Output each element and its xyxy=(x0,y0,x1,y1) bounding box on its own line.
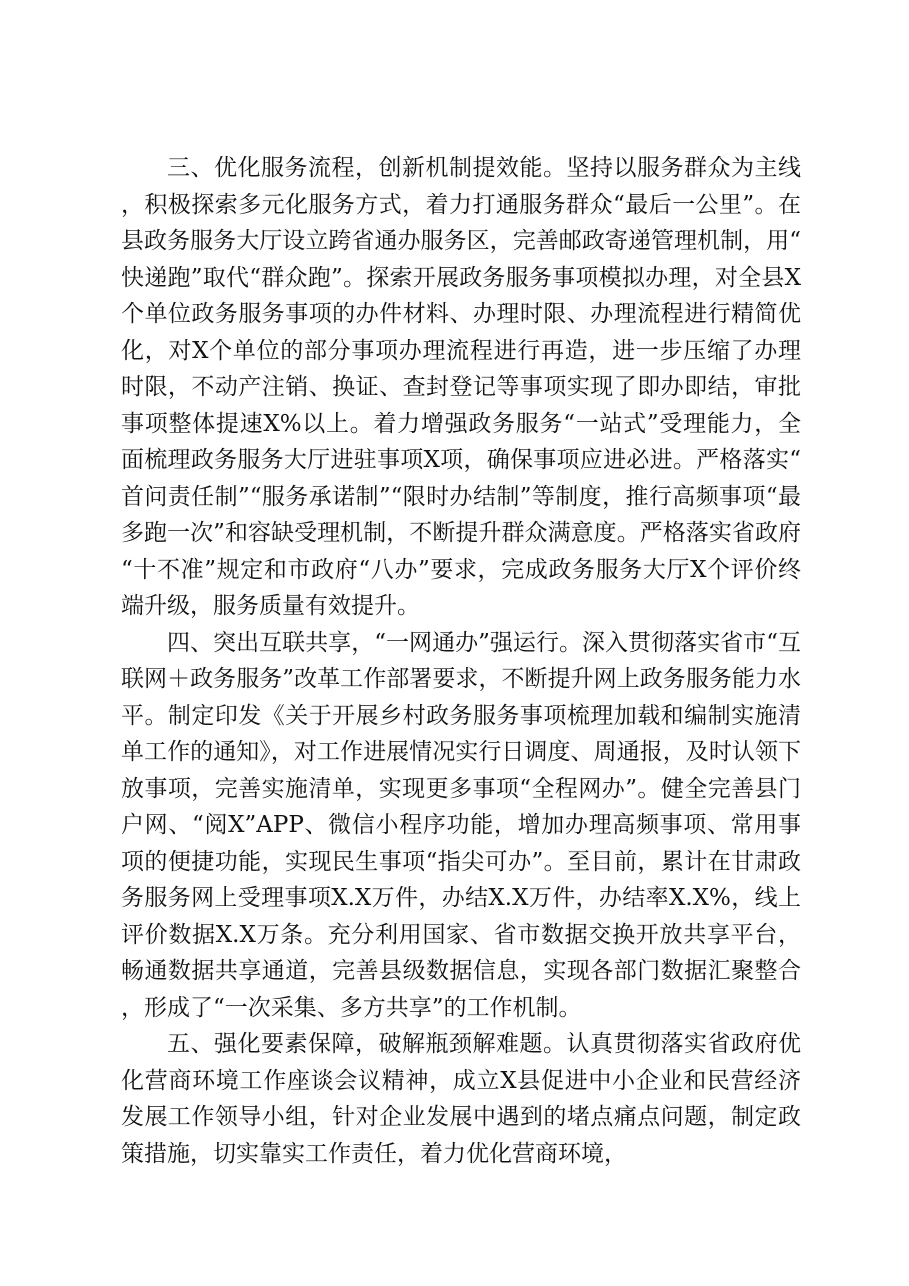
paragraph-resource-guarantee: 五、强化要素保障，破解瓶颈解难题。认真贯彻落实省政府优化营商环境工作座谈会议精神，成立X县促进中小企业和民营经济发展工作领导小组，针对企业发展中遇到的堵点痛点问题，制定政策措施，切实靠实工作责任，着力优化营商环境， xyxy=(121,1031,801,1167)
document-body xyxy=(121,150,801,1172)
paragraph-online-service: 四、突出互联共享，“一网通办”强运行。深入贯彻落实省市“互联网＋政务服务”改革工作部署要求，不断提升网上政务服务能力水平。制定印发《关于开展乡村政务服务事项梳理加载和编制实施清单工作的通知》，对工作进展情况实行日调度、周通报，及时认领下放事项，完善实施清单，实现更多事项“全程网办”。健全完善县门户网、“阅X”APP、微信小程序功能，增加办理高频事项、常用事项的便捷功能，实现民生事项“指尖可办”。至目前，累计在甘肃政务服务网上受理事项X.X万件，办结X.X万件，办结率X.X%，线上评价数据X.X万条。充分利用国家、省市数据交换开放共享平台，畅通数据共享通道，完善县级数据信息，实现各部门数据汇聚整合，形成了“一次采集、多方共享”的工作机制。 xyxy=(121,629,801,1021)
paragraph-service-process: 三、优化服务流程，创新机制提效能。坚持以服务群众为主线，积极探索多元化服务方式，着力打通服务群众“最后一公里”。在县政务服务大厅设立跨省通办服务区，完善邮政寄递管理机制，用“快递跑”取代“群众跑”。探索开展政务服务事项模拟办理，对全县X个单位政务服务事项的办件材料、办理时限、办理流程进行精简优化，对X个单位的部分事项办理流程进行再造，进一步压缩了办理时限，不动产注销、换证、查封登记等事项实现了即办即结，审批事项整体提速X%以上。着力增强政务服务“一站式”受理能力，全面梳理政务服务大厅进驻事项X项，确保事项应进必进。严格落实“首问责任制”“服务承诺制”“限时办结制”等制度，推行高频事项“最多跑一次”和容缺受理机制，不断提升群众满意度。严格落实省政府“十不准”规定和市政府“八办”要求，完成政务服务大厅X个评价终端升级，服务质量有效提升。 xyxy=(121,155,801,619)
